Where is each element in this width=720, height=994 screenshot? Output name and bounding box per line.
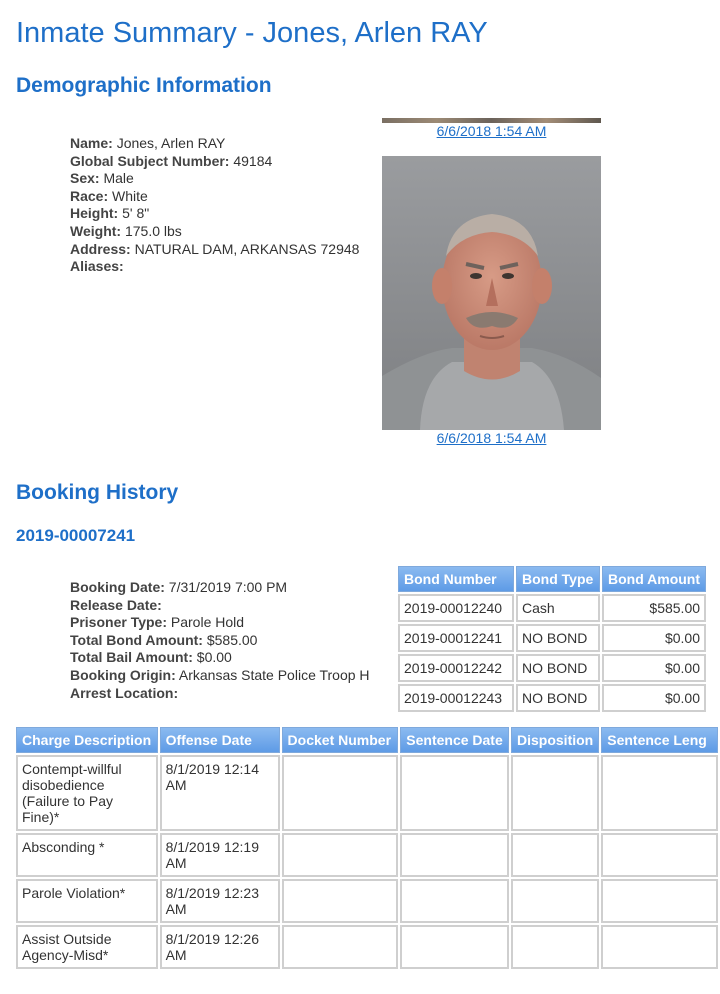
bond-type-cell: NO BOND [516,684,600,712]
charge-description-cell: Contempt-willful disobedience (Failure to Pay Fine)* [16,755,158,831]
release-date-row: Release Date: [70,596,162,613]
column-header[interactable]: Bond Number [398,566,514,592]
table-row [16,925,718,969]
prisoner-type-row: Prisoner Type: Parole Hold [70,614,245,631]
sentence-length-cell [601,879,718,923]
bond-amount-cell: $0.00 [602,654,706,682]
bond-number-cell: 2019-00012243 [398,684,514,712]
bond-type-cell: NO BOND [516,654,600,682]
column-header[interactable]: Bond Amount [602,566,706,592]
disposition-cell [511,755,599,831]
docket-number-cell [282,879,399,923]
column-header[interactable]: Offense Date [160,727,280,753]
booking-date-row: Booking Date: 7/31/2019 7:00 PM [70,579,288,595]
table-row [16,879,718,923]
offense-date-cell: 8/1/2019 12:23 AM [160,879,280,923]
column-header[interactable]: Bond Type [516,566,600,592]
sentence-length-cell [601,925,718,969]
charge-description-cell: Assist Outside Agency-Misd* [16,925,158,969]
address-row: Address: NATURAL DAM, ARKANSAS 72948 [70,240,360,257]
sentence-length-cell [601,833,718,877]
total-bond-amount-row: Total Bond Amount: $585.00 [70,631,258,648]
name-row: Name: Jones, Arlen RAY [70,135,226,151]
booking-history-heading: Booking History [16,481,179,504]
arrest-location-row: Arrest Location: [70,684,179,701]
height-row: Height: 5' 8" [70,205,150,222]
bond-number-cell: 2019-00012241 [398,624,514,652]
aliases-row: Aliases: [70,258,124,275]
page-title: Inmate Summary - Jones, Arlen RAY [16,17,488,49]
offense-date-cell: 8/1/2019 12:14 AM [160,755,280,831]
sex-row: Sex: Male [70,170,134,187]
mugshot-caption-link[interactable]: 6/6/2018 1:54 AM [436,430,547,446]
sentence-date-cell [400,879,509,923]
race-row: Race: White [70,187,148,204]
sentence-date-cell [400,925,509,969]
bond-amount-cell: $0.00 [602,684,706,712]
offense-date-cell: 8/1/2019 12:26 AM [160,925,280,969]
demographic-heading: Demographic Information [16,74,272,97]
photo-caption-link[interactable]: 6/6/2018 1:54 AM [436,123,547,139]
docket-number-cell [282,755,399,831]
table-row [16,833,718,877]
table-row [16,755,718,831]
disposition-cell [511,833,599,877]
bond-type-cell: NO BOND [516,624,600,652]
bond-amount-cell: $0.00 [602,624,706,652]
total-bail-amount-row: Total Bail Amount: $0.00 [70,649,232,666]
disposition-cell [511,879,599,923]
bond-number-cell: 2019-00012242 [398,654,514,682]
charge-description-cell: Absconding * [16,833,158,877]
weight-row: Weight: 175.0 lbs [70,222,182,239]
sentence-length-cell [601,755,718,831]
global-subject-number-row: Global Subject Number: 49184 [70,152,273,169]
bond-amount-cell: $585.00 [602,594,706,622]
charge-table [14,725,720,971]
column-header[interactable]: Disposition [511,727,599,753]
sentence-date-cell [400,755,509,831]
charge-table-header [16,727,718,753]
docket-number-cell [282,925,399,969]
sentence-date-cell [400,833,509,877]
charge-description-cell: Parole Violation* [16,879,158,923]
bond-type-cell: Cash [516,594,600,622]
disposition-cell [511,925,599,969]
booking-origin-row: Booking Origin: Arkansas State Police Troop H [70,666,370,683]
booking-number: 2019-00007241 [16,526,136,545]
column-header[interactable]: Sentence Date [400,727,509,753]
column-header[interactable]: Charge Description [16,727,158,753]
column-header[interactable]: Docket Number [282,727,399,753]
docket-number-cell [282,833,399,877]
bond-number-cell: 2019-00012240 [398,594,514,622]
offense-date-cell: 8/1/2019 12:19 AM [160,833,280,877]
column-header[interactable]: Sentence Leng [601,727,718,753]
